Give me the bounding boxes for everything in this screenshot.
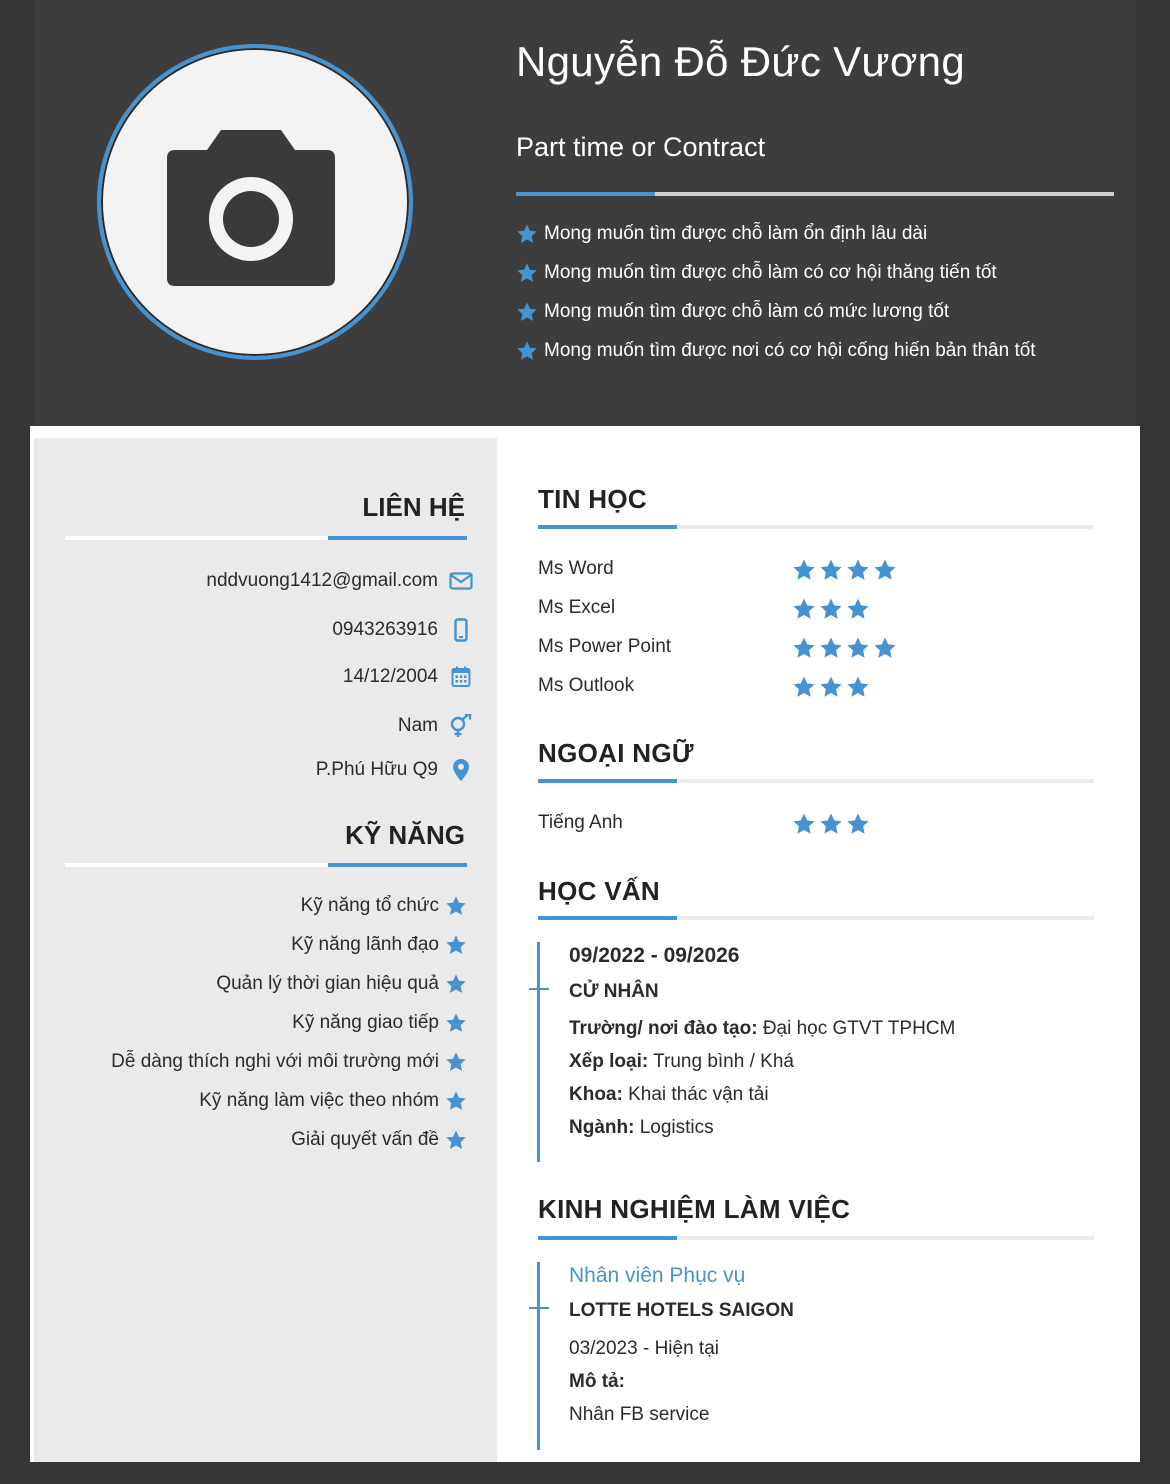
candidate-name: Nguyễn Đỗ Đức Vương — [516, 38, 965, 85]
rating-stars — [792, 558, 900, 582]
star-icon — [792, 675, 816, 699]
star-icon — [445, 1012, 467, 1034]
timeline-marker — [529, 1307, 549, 1309]
job-period: 03/2023 - Hiện tại — [569, 1338, 719, 1359]
rating-stars — [792, 812, 873, 836]
education-major: Ngành: Logistics — [569, 1117, 714, 1138]
calendar-icon — [448, 666, 474, 688]
camera-icon — [159, 128, 343, 288]
star-icon — [445, 1090, 467, 1112]
rating-stars — [792, 636, 900, 660]
star-icon — [792, 558, 816, 582]
job-position: Nhân viên Phục vụ — [569, 1264, 746, 1287]
skill-item: Quản lý thời gian hiệu quả — [216, 973, 467, 995]
languages-title: NGOẠI NGỮ — [538, 738, 694, 768]
education-school: Trường/ nơi đào tạo: Đại học GTVT TPHCM — [569, 1018, 956, 1039]
skill-item: Dễ dàng thích nghi với môi trường mới — [111, 1051, 467, 1073]
map-marker-icon — [448, 758, 474, 782]
career-goals — [516, 214, 1036, 370]
star-icon — [846, 597, 870, 621]
goal-item: Mong muốn tìm được chỗ làm có mức lương tốt — [516, 292, 1036, 331]
skills-title: KỸ NĂNG — [345, 820, 465, 850]
it-item-name: Ms Outlook — [538, 675, 635, 696]
contact-gender: Nam — [398, 714, 474, 738]
star-icon — [819, 636, 843, 660]
job-type: Part time or Contract — [516, 132, 766, 162]
star-icon — [516, 223, 538, 245]
it-item-name: Ms Word — [538, 558, 614, 579]
star-icon — [792, 597, 816, 621]
star-icon — [516, 301, 538, 323]
language-name: Tiếng Anh — [538, 812, 623, 833]
education-rank: Xếp loại: Trung bình / Khá — [569, 1051, 794, 1072]
star-icon — [445, 895, 467, 917]
goal-item: Mong muốn tìm được nơi có cơ hội cống hiến bản thân tốt — [516, 331, 1036, 370]
education-faculty: Khoa: Khai thác vận tải — [569, 1084, 769, 1105]
header-divider — [516, 192, 1114, 196]
star-icon — [516, 340, 538, 362]
star-icon — [846, 558, 870, 582]
contact-birthday: 14/12/2004 — [343, 666, 474, 688]
star-icon — [819, 558, 843, 582]
education-title: HỌC VẤN — [538, 876, 660, 906]
education-degree: CỬ NHÂN — [569, 981, 659, 1002]
star-icon — [846, 675, 870, 699]
skills-divider — [65, 863, 467, 867]
star-icon — [792, 636, 816, 660]
star-icon — [819, 675, 843, 699]
avatar[interactable] — [97, 44, 413, 360]
skill-item: Kỹ năng tổ chức — [301, 895, 467, 917]
it-divider — [538, 525, 1094, 529]
star-icon — [846, 636, 870, 660]
timeline-marker — [529, 988, 549, 990]
goal-item: Mong muốn tìm được chỗ làm có cơ hội thăng tiến tốt — [516, 253, 1036, 292]
experience-divider — [538, 1236, 1094, 1240]
star-icon — [873, 636, 897, 660]
star-icon — [445, 973, 467, 995]
star-icon — [873, 558, 897, 582]
contact-email[interactable]: nddvuong1412@gmail.com — [206, 570, 474, 592]
sidebar — [34, 438, 497, 1462]
contact-address[interactable]: P.Phú Hữu Q9 — [316, 758, 474, 782]
star-icon — [445, 1051, 467, 1073]
goal-item: Mong muốn tìm được chỗ làm ổn định lâu dài — [516, 214, 1036, 253]
star-icon — [792, 812, 816, 836]
experience-timeline — [537, 1262, 540, 1450]
job-description: Nhân FB service — [569, 1404, 710, 1425]
contact-divider — [65, 536, 467, 540]
skill-item: Kỹ năng làm việc theo nhóm — [199, 1090, 467, 1112]
education-divider — [538, 916, 1094, 920]
company-name: LOTTE HOTELS SAIGON — [569, 1300, 794, 1321]
it-title: TIN HỌC — [538, 484, 647, 514]
mobile-phone-icon — [448, 618, 474, 642]
envelope-icon — [448, 572, 474, 590]
it-item-name: Ms Excel — [538, 597, 616, 618]
skill-item: Kỹ năng giao tiếp — [292, 1012, 467, 1034]
rating-stars — [792, 597, 873, 621]
skill-item: Kỹ năng lãnh đạo — [291, 934, 467, 956]
rating-stars — [792, 675, 873, 699]
gender-icon — [448, 714, 474, 738]
star-icon — [819, 812, 843, 836]
contact-title: LIÊN HỆ — [362, 492, 465, 522]
contact-phone[interactable]: 0943263916 — [332, 618, 474, 642]
education-timeline — [537, 942, 540, 1162]
star-icon — [846, 812, 870, 836]
education-period: 09/2022 - 09/2026 — [569, 944, 740, 967]
cv-header — [34, 0, 1136, 426]
star-icon — [445, 934, 467, 956]
job-description-label: Mô tả: — [569, 1371, 625, 1392]
experience-title: KINH NGHIỆM LÀM VIỆC — [538, 1194, 851, 1224]
it-item-name: Ms Power Point — [538, 636, 672, 657]
star-icon — [445, 1129, 467, 1151]
star-icon — [516, 262, 538, 284]
star-icon — [819, 597, 843, 621]
languages-divider — [538, 779, 1094, 783]
skill-item: Giải quyết vấn đề — [291, 1129, 467, 1151]
